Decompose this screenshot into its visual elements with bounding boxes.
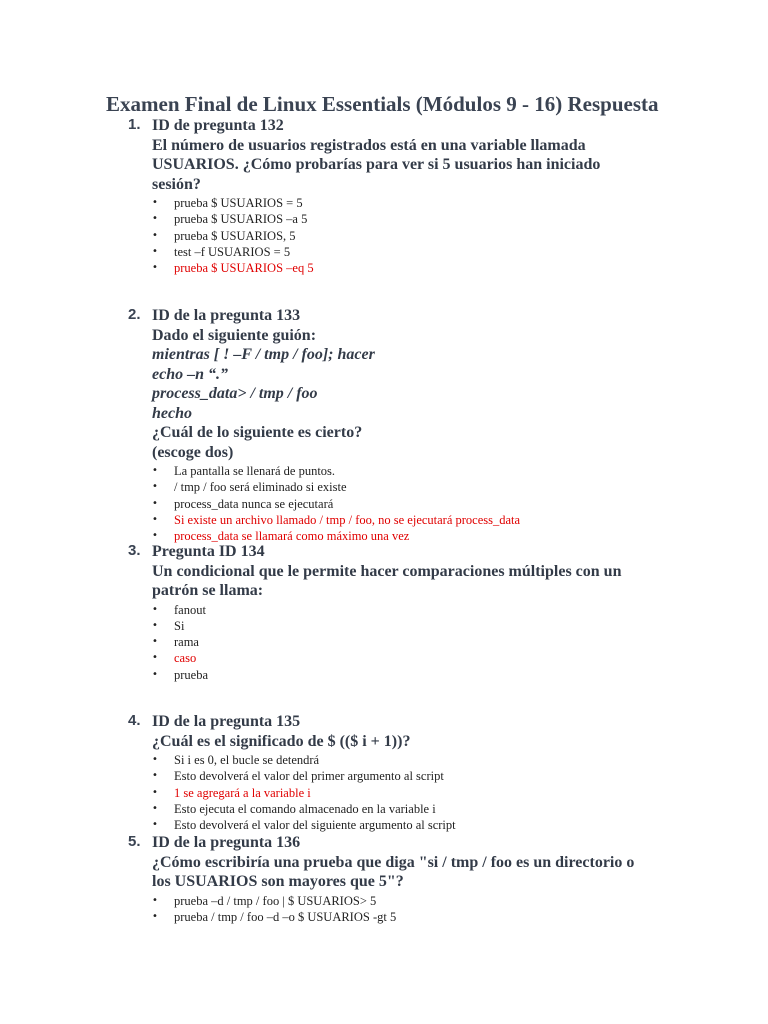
question-5: [0, 833, 768, 925]
question-number: 1.: [128, 116, 141, 133]
question-text: Pregunta ID 134 Un condicional que le permite hacer comparaciones múltiples con un patrón se llama:: [152, 543, 622, 599]
question-number: 5.: [128, 833, 141, 850]
option: • prueba $ USUARIOS –a 5: [174, 211, 768, 227]
question-4: [0, 712, 768, 833]
option: • / tmp / foo será eliminado si existe: [174, 479, 768, 495]
option-list: [0, 602, 768, 683]
option: • prueba / tmp / foo –d –o $ USUARIOS -gt 5: [174, 909, 768, 925]
option: • prueba $ USUARIOS, 5: [174, 228, 768, 244]
question-text: ID de pregunta 132 El número de usuarios registrados está en una variable llamada USUARIOS. ¿Cómo probarías para ver si 5 usuarios han iniciado sesión?: [152, 117, 601, 193]
question-text: ID de la pregunta 135 ¿Cuál es el significado de $ (($ i + 1))?: [152, 713, 411, 750]
option: • prueba $ USUARIOS = 5: [174, 195, 768, 211]
option-list: [0, 893, 768, 926]
option: • Si: [174, 618, 768, 634]
option: • prueba –d / tmp / foo | $ USUARIOS> 5: [174, 893, 768, 909]
option: • test –f USUARIOS = 5: [174, 244, 768, 260]
script-line: mientras [ ! –F / tmp / foo]; hacer: [152, 346, 375, 363]
question-3: [0, 542, 768, 683]
option: • prueba: [174, 667, 768, 683]
option: • Esto devolverá el valor del siguiente argumento al script: [174, 817, 768, 833]
script-line: echo –n “.”: [152, 365, 228, 383]
script-line: hecho: [152, 404, 192, 422]
option: • Esto devolverá el valor del primer argumento al script: [174, 768, 768, 784]
option: • fanout: [174, 602, 768, 618]
option-correct: • Si existe un archivo llamado / tmp / foo, no se ejecutará process_data: [174, 512, 768, 528]
question-number: 3.: [128, 542, 141, 559]
question-number: 4.: [128, 712, 141, 729]
option: • process_data nunca se ejecutará: [174, 496, 768, 512]
script-line: process_data> / tmp / foo: [152, 385, 318, 402]
option-list: [0, 752, 768, 833]
option-list: [0, 463, 768, 544]
option: • rama: [174, 634, 768, 650]
question-2: [0, 306, 768, 544]
option-correct: • prueba $ USUARIOS –eq 5: [174, 260, 768, 276]
question-number: 2.: [128, 306, 141, 323]
question-1: [0, 116, 768, 276]
option-correct: • caso: [174, 650, 768, 666]
option-correct: • process_data se llamará como máximo una vez: [174, 528, 768, 544]
option: • Esto ejecuta el comando almacenado en la variable i: [174, 801, 768, 817]
option-list: [0, 195, 768, 276]
option-correct: • 1 se agregará a la variable i: [174, 785, 768, 801]
question-text: ID de la pregunta 136 ¿Cómo escribiría una prueba que diga "si / tmp / foo es un directorio o los USUARIOS son mayores que 5"?: [152, 834, 635, 890]
option: • Si i es 0, el bucle se detendrá: [174, 752, 768, 768]
option: • La pantalla se llenará de puntos.: [174, 463, 768, 479]
question-text: ID de la pregunta 133 Dado el siguiente guión: mientras [ ! –F / tmp / foo]; hacer echo –n “.” process_data> / tmp / foo hecho ¿Cuál de lo siguiente es cierto? (escoge dos): [152, 306, 768, 462]
page-title: Examen Final de Linux Essentials (Módulos 9 - 16) Respuesta: [106, 92, 659, 116]
